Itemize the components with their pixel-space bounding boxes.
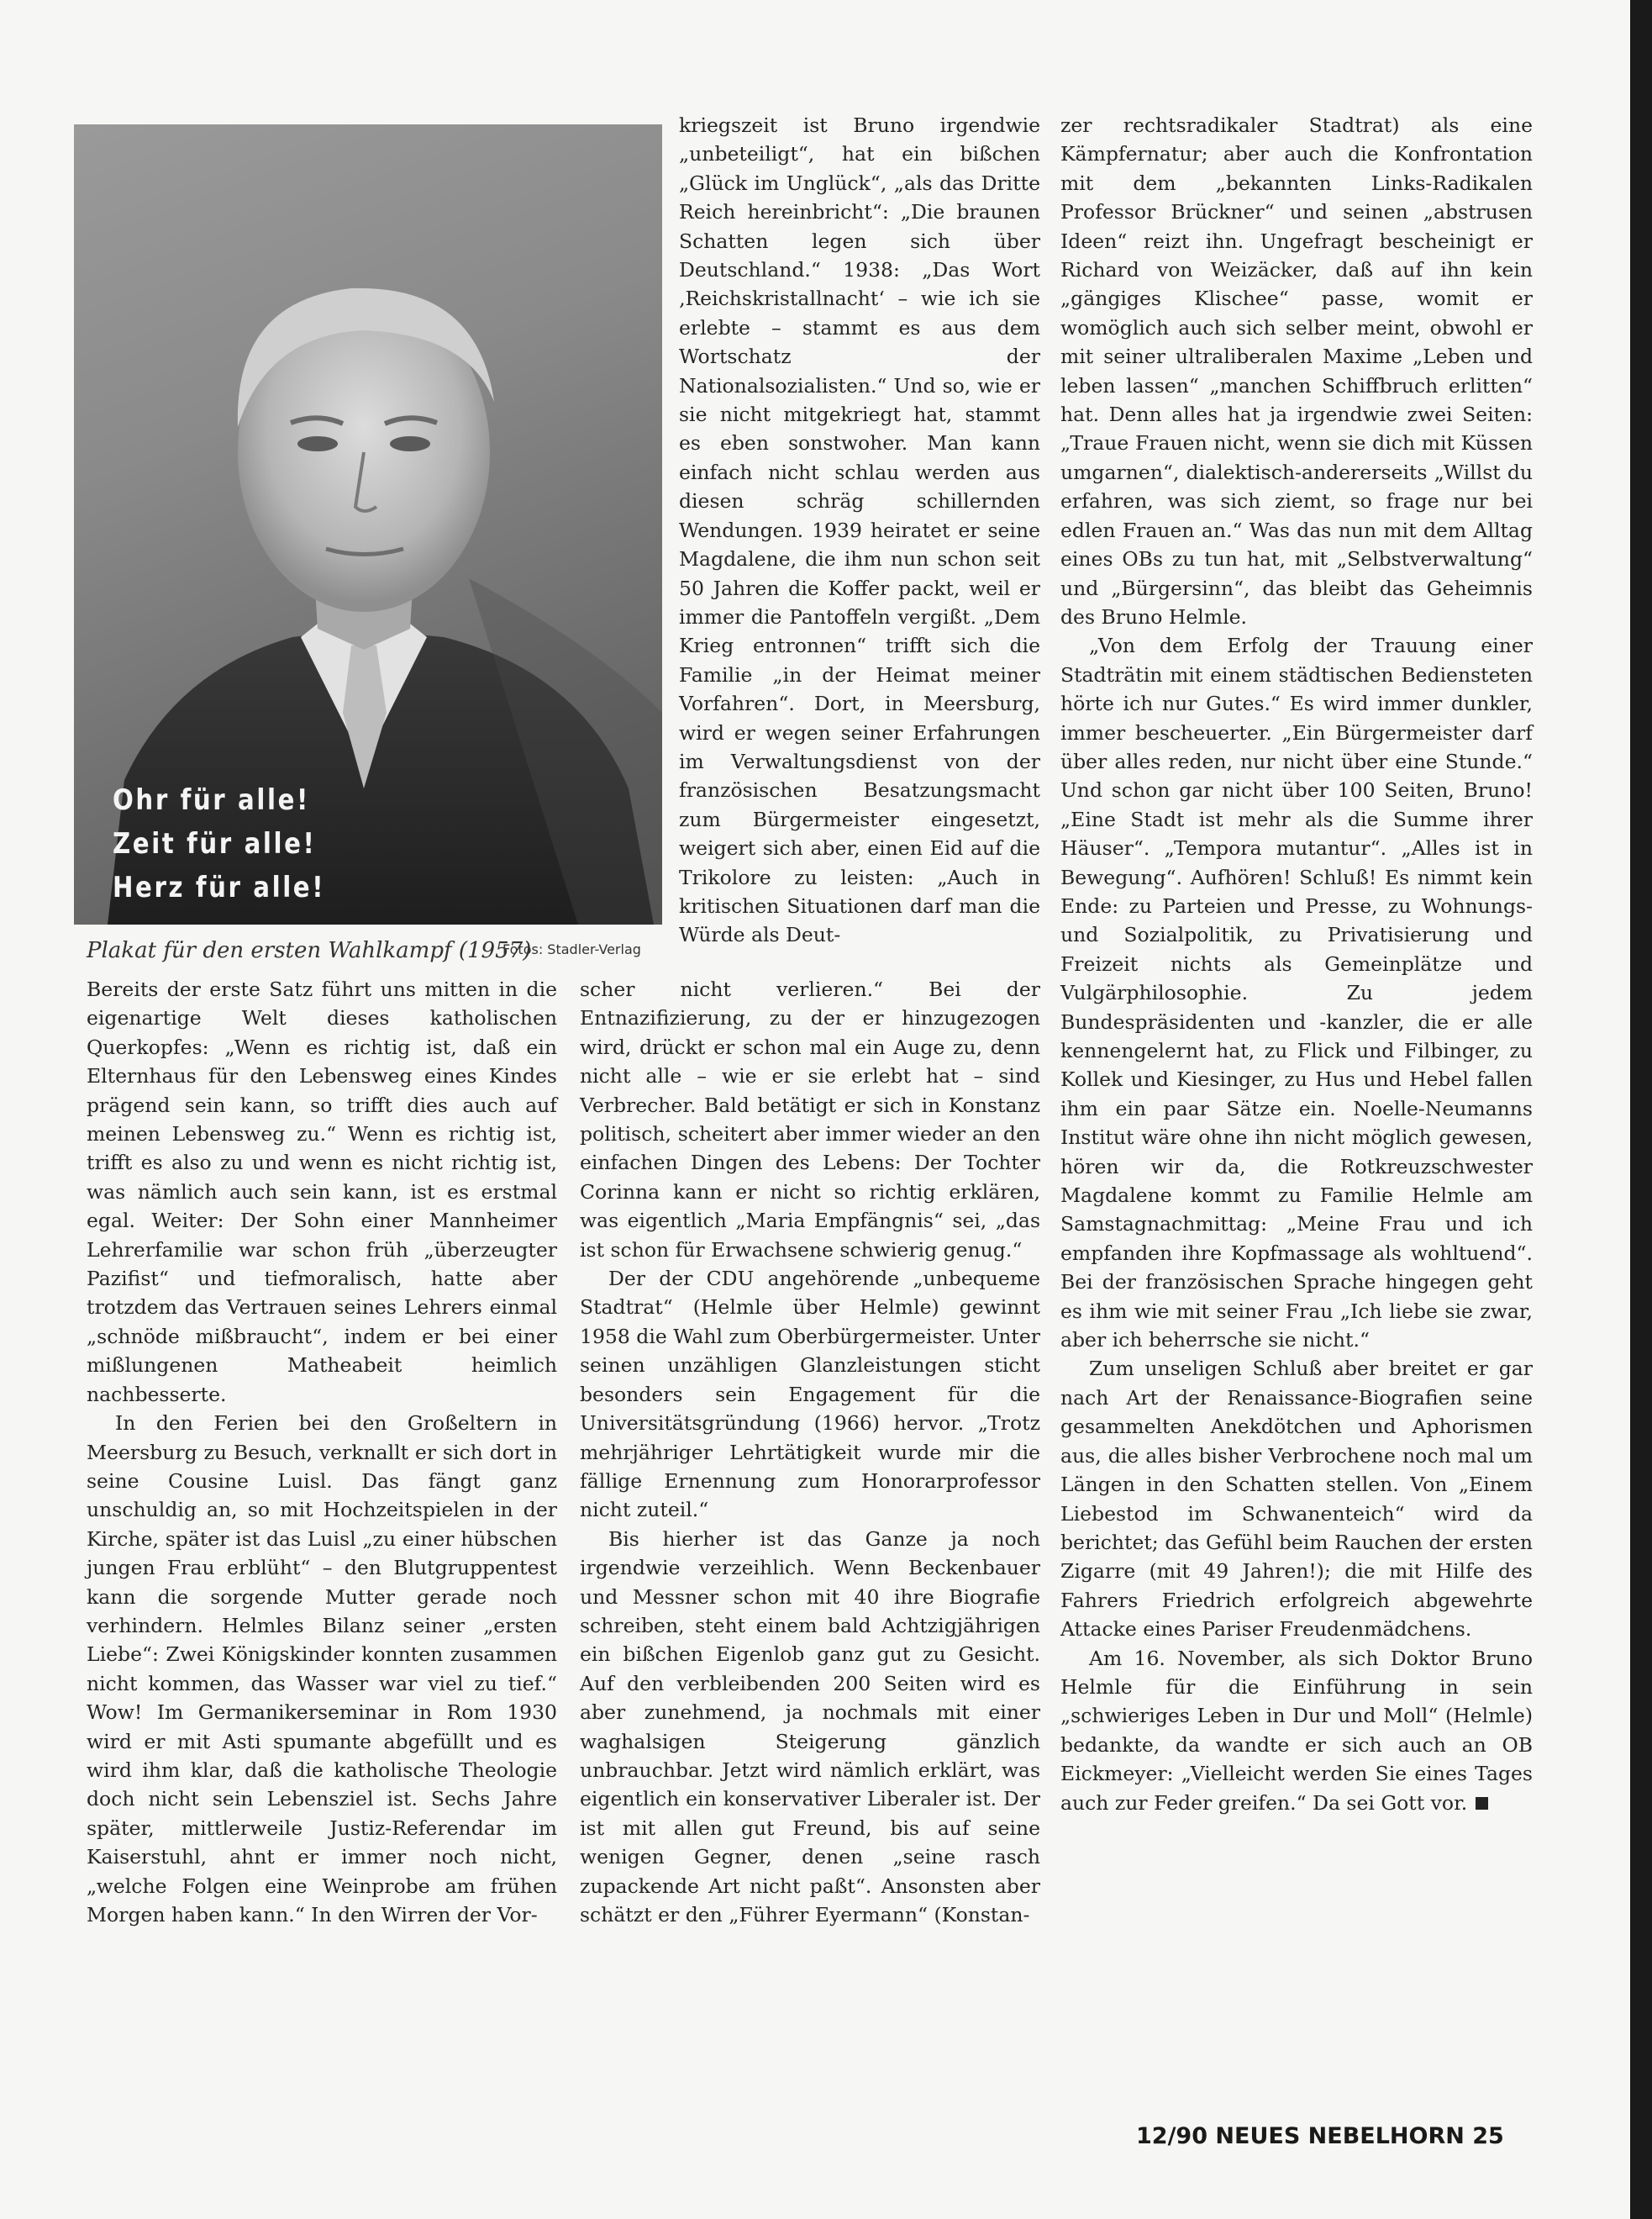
paragraph (1060, 1644, 1533, 1817)
closing-sentence: Am 16. November, als sich Doktor Bruno Helmle für die Einführung in sein „schwieriges Leben in Dur und Moll“ (Helmle) bedankte, da wandte er sich auch an OB Eickmeyer: „Vielleicht werden Sie eines Tages auch zur Feder greifen.“ Da sei Gott vor. (1060, 1646, 1533, 1815)
paragraph: kriegszeit ist Bruno irgendwie „unbeteiligt“, hat ein bißchen „Glück im Unglück“, „als das Dritte Reich hereinbricht“: „Die braunen Schatten legen sich über Deutschland.“ 1938: „Das Wort ‚Reichskristallnacht‘ – wie ich sie erlebte – stammt es aus dem Wortschatz der Nationalsozialisten.“ Und so, wie er sie nicht mitgekriegt hat, stammt es eben sonstwoher. Man kann einfach nicht schlau werden aus diesen schräg schillernden Wendungen. 1939 heiratet er seine Magdalene, die ihm nun schon seit 50 Jahren die Koffer packt, weil er immer die Pantoffeln vergißt. „Dem Krieg entronnen“ trifft sich die Familie „in der Heimat meiner Vorfahren“. Dort, in Meersburg, wird er wegen seiner Erfahrungen im Verwaltungsdienst von der französischen Besatzungsmacht zum Bürgermeister eingesetzt, weigert sich aber, einen Eid auf die Trikolore zu leisten: „Auch in kritischen Situationen darf man die Würde als Deut- (679, 113, 1040, 947)
poster-slogan (113, 778, 325, 909)
page-footer: 12/90 NEUES NEBELHORN 25 (1136, 2123, 1504, 2149)
article-column-1 (87, 975, 557, 1929)
paragraph: scher nicht verlieren.“ Bei der Entnazifizierung, zu der er hinzugezogen wird, drückt er schon mal ein Auge zu, denn nicht alle – wie er sie erlebt hat – sind Verbrecher. Bald betätigt er sich in Konstanz politisch, scheitert aber immer wieder an den einfachen Dingen des Lebens: Der Tochter Corinna kann er nicht so richtig erklären, was eigentlich „Maria Empfängnis“ sei, „das ist schon für Erwachsene schwierig genug.“ (580, 978, 1040, 1262)
paragraph: Der der CDU angehörende „unbequeme Stadtrat“ (Helmle über Helmle) gewinnt 1958 die Wahl zum Oberbürgermeister. Unter seinen unzähligen Glanzleistungen sticht besonders sein Engagement für die Universitätsgründung (1966) hervor. „Trotz mehrjähriger Lehrtätigkeit wurde mir die fällige Ernennung zum Honorarprofessor nicht zuteil.“ (580, 1267, 1041, 1522)
paragraph: „Von dem Erfolg der Trauung einer Stadträtin mit einem städtischen Bediensteten hörte ich nur Gutes.“ Es wird immer dunkler, immer bescheuerter. „Ein Bürgermeister darf über alles reden, nur nicht über eine Stunde.“ Und schon gar nicht über 100 Seiten, Bruno! „Eine Stadt ist mehr als die Summe ihrer Häuser“. „Tempora mutantur“. „Alles ist in Bewegung“. Aufhören! Schluß! Es nimmt kein Ende: zu Parteien und Presse, zu Wohnungs- und Sozialpolitik, zu Privatisierung und Freizeit nichts als Gemeinplätze und Vulgärphilosophie. Zu jedem Bundespräsidenten und -kanzler, die er alle kennengelernt hat, zu Flick und Filbinger, zu Kollek und Kiesinger, zu Hus und Hebel fallen ihm ein paar Sätze ein. Noelle-Neumanns Institut wäre ohne ihn nicht möglich gewesen, hören wir da, die Rotkreuzschwester Magdalene kommt zu Familie Helmle am Samstagnachmittag: „Meine Frau und ich empfanden ihre Kopfmassage als wohltuend“. Bei der französischen Sprache hingegen geht es ihm wie mit seiner Frau „Ich liebe sie zwar, aber ich beherrsche sie nicht.“ (1060, 634, 1533, 1352)
paragraph: Bis hierher ist das Ganze ja noch irgendwie verzeihlich. Wenn Beckenbauer und Messner schon mit 40 ihre Biografie schreiben, steht einem bald Achtzigjährigen ein bißchen Eigenlob ganz gut zu Gesicht. Auf den verbleibenden 200 Seiten wird es aber zunehmend, ja nochmals mit einer waghalsigen Steigerung gänzlich unbrauchbar. Jetzt wird nämlich erklärt, was eigentlich ein konservativer Liberaler ist. Der ist mit allen gut Freund, bis auf seine wenigen Gegner, denen „seine rasch zupackende Art nicht paßt“. Ansonsten aber schätzt er den „Führer Eyermann“ (Konstan- (580, 1526, 1040, 1926)
paragraph: zer rechtsradikaler Stadtrat) als eine Kämpfernatur; aber auch die Konfrontation mit dem „bekannten Links-Radikalen Professor Brückner“ und seinen „abstrusen Ideen“ reizt ihn. Ungefragt bescheinigt er Richard von Weizäcker, daß auf ihn kein „gängiges Klischee“ passe, womit er womöglich auch sich selber meint, obwohl er mit seiner ultraliberalen Maxime „Leben und leben lassen“ „manchen Schiffbruch erlitten“ hat. Denn alles hat ja irgendwie zwei Seiten: „Traue Frauen nicht, wenn sie dich mit Küssen umgarnen“, dialektisch-andererseits „Willst du erfahren, was sich ziemt, so frage nur bei edlen Frauen an.“ Was das nun mit dem Alltag eines OBs zu tun hat, mit „Selbstverwaltung“ und „Bürgersinn“, das bleibt das Geheimnis des Bruno Helmle. (1060, 113, 1533, 629)
paragraph: In den Ferien bei den Großeltern in Meersburg zu Besuch, verknallt er sich dort in seine Cousine Luisl. Das fängt ganz unschuldig an, so mit Hochzeitspielen in der Kirche, später ist das Luisl „zu einer hübschen jungen Frau erblüht“ – den Blutgruppentest kann die sorgende Mutter gerade noch verhindern. Helmles Bilanz seiner „ersten Liebe“: Zwei Königskinder konnten zusammen nicht kommen, das Wasser war viel zu tief.“ Wow! Im Germanikerseminar in Rom 1930 wird er mit Asti spumante abgefüllt und es wird ihm klar, daß die katholische Theologie doch nicht sein Lebensziel ist. Sechs Jahre später, mittlerweile Justiz-Referendar im Kaiserstuhl, ahnt er immer noch nicht, „welche Folgen eine Weinprobe am frühen Morgen haben kann.“ In den Wirren der Vor- (87, 1411, 557, 1926)
slogan-line: Herz für alle! (113, 871, 326, 904)
photo-caption: Plakat für den ersten Wahlkampf (1957) (87, 938, 532, 963)
scan-edge (1630, 0, 1652, 2219)
article-column-3 (1060, 111, 1533, 1817)
photo-credit: Fotos: Stadler-Verlag (502, 941, 641, 957)
slogan-line: Ohr für alle! (113, 783, 310, 817)
paragraph: Zum unseligen Schluß aber breitet er gar nach Art der Renaissance-Biografien seine gesammelten Anekdötchen und Aphorismen aus, die alles bisher Verbrochene noch mal um Längen in den Schatten stellen. Von „Einem Liebestod im Schwanenteich“ wird da berichtet; das Gefühl beim Rauchen der ersten Zigarre (mit 49 Jahren!); die mit Hilfe des Fahrers Friedrich erfolgreich abgewehrte Attacke eines Pariser Freudenmädchens. (1060, 1357, 1533, 1642)
paragraph: Bereits der erste Satz führt uns mitten in die eigenartige Welt dieses katholischen Querkopfes: „Wenn es richtig ist, daß ein Elternhaus für den Lebensweg eines Kindes prägend sein kann, so trifft dies auch auf meinen Lebensweg zu.“ Wenn es richtig ist, trifft es also zu und wenn es nicht richtig ist, was nämlich auch sein kann, ist es erstmal egal. Weiter: Der Sohn einer Mannheimer Lehrerfamilie war schon früh „überzeugter Pazifist“ und tiefmoralisch, hatte aber trotzdem das Vertrauen seines Lehrers einmal „schnöde mißbraucht“, indem er bei einer mißlungenen Matheabeit heimlich nachbesserte. (87, 978, 557, 1406)
end-of-article-mark (1476, 1797, 1488, 1810)
campaign-poster-photo (74, 124, 662, 925)
slogan-line: Zeit für alle! (113, 827, 317, 861)
article-column-2-bottom (580, 975, 1040, 1929)
article-column-2-top (679, 111, 1040, 950)
